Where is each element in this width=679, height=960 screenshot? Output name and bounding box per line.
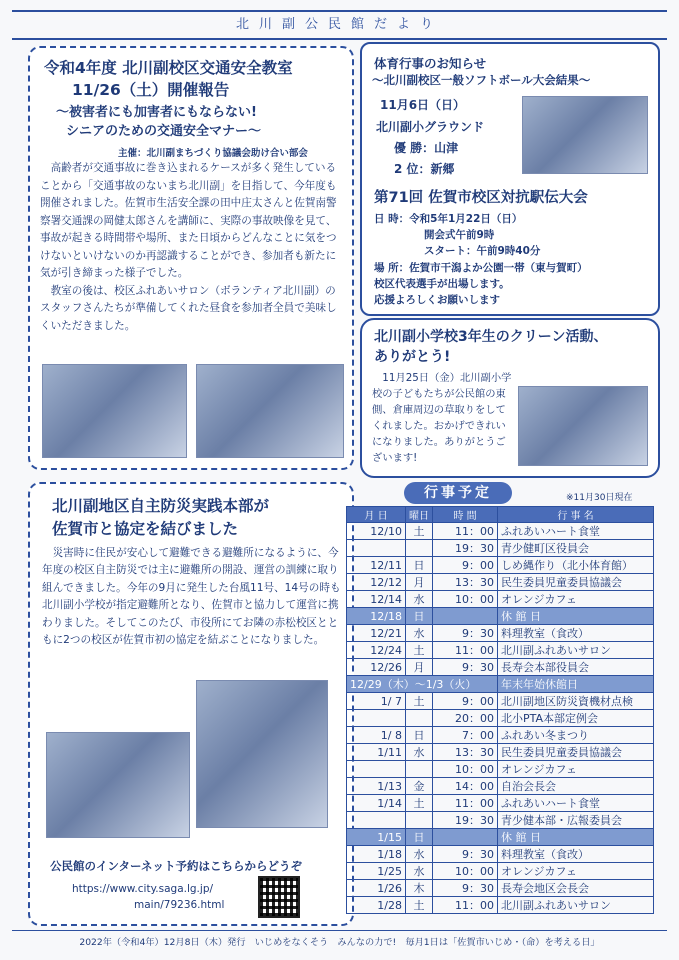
schedule-cell-wd: 水 xyxy=(406,846,433,863)
schedule-cell-date: 1/14 xyxy=(347,795,406,812)
table-row xyxy=(347,744,654,761)
schedule-cell-name: 民生委員児童委員協議会 xyxy=(498,574,654,591)
table-row xyxy=(347,557,654,574)
schedule-cell-date: 1/28 xyxy=(347,897,406,914)
sports-subtitle: ～北川副校区一般ソフトボール大会結果～ xyxy=(372,73,591,87)
table-row xyxy=(347,795,654,812)
reservation-url-line1[interactable]: https://www.city.saga.lg.jp/ xyxy=(72,883,214,895)
table-row xyxy=(347,693,654,710)
table-row xyxy=(347,761,654,778)
schedule-cell-name: 北川副地区防災資機材点検 xyxy=(498,693,654,710)
schedule-cell-date: 12/18 xyxy=(347,608,406,625)
safety-subtitle-line2: シニアのための交通安全マナー～ xyxy=(66,124,262,139)
schedule-as-of: ※11月30日現在 xyxy=(566,493,633,503)
reservation-url-line2[interactable]: main/79236.html xyxy=(134,899,225,911)
agreement-signing-photo xyxy=(196,680,328,828)
schedule-cell-wd xyxy=(406,540,433,557)
table-row xyxy=(347,846,654,863)
schedule-cell-time: 11：00 xyxy=(433,795,498,812)
qr-code-icon[interactable] xyxy=(258,876,300,918)
schedule-cell-wd xyxy=(406,761,433,778)
table-row xyxy=(347,659,654,676)
table-row xyxy=(347,829,654,846)
schedule-cell-date: 1/18 xyxy=(347,846,406,863)
safety-title-line1: 令和4年度 北川副校区交通安全教室 xyxy=(44,59,293,77)
table-row xyxy=(347,540,654,557)
schedule-cell-wd: 水 xyxy=(406,625,433,642)
safety-paragraph-1: 高齢者が交通事故に巻き込まれるケースが多く発生していることから「交通事故のないまち北川副」を目指して、今年度も開催されました。佐賀市生活安全課の田中庄太さんと佐賀南警察署交通課の岡健太郎さんを講師に、実際の事故映像を見て、事故が起きる時間帯や場所、また日頃からどんなことに気をつけないといけないのか再認識することができ、参加者も新たに気が引き締まった様子でした。 xyxy=(40,162,337,279)
schedule-cell-wd: 土 xyxy=(406,523,433,540)
softball-second: 2 位：新郷 xyxy=(394,162,455,176)
schedule-cell-name: 料理教室（食改） xyxy=(498,846,654,863)
schedule-cell-time: 11：00 xyxy=(433,897,498,914)
schedule-cell-wd xyxy=(406,710,433,727)
schedule-cell-date: 1/26 xyxy=(347,880,406,897)
schedule-cell-wd: 土 xyxy=(406,897,433,914)
ekiden-start: スタート：午前9時40分 xyxy=(424,245,541,257)
ekiden-place: 場 所：佐賀市干潟よか公園一帯（東与賀町） xyxy=(374,262,588,274)
schedule-cell-date: 12/14 xyxy=(347,591,406,608)
sports-title: 体育行事のお知らせ xyxy=(374,56,487,71)
table-row xyxy=(347,727,654,744)
schedule-cell-wd: 日 xyxy=(406,727,433,744)
cleanup-title-line2: ありがとう! xyxy=(374,349,451,365)
event-schedule-table xyxy=(346,506,654,914)
schedule-cell-date xyxy=(347,812,406,829)
table-row xyxy=(347,574,654,591)
schedule-cell-time: 13：30 xyxy=(433,574,498,591)
header-weekday: 曜日 xyxy=(406,507,433,523)
schedule-cell-name: 休 館 日 xyxy=(498,829,654,846)
softball-winner: 優 勝：山津 xyxy=(394,141,459,155)
softball-date: 11月6日（日） xyxy=(380,98,466,112)
schedule-cell-date: 1/25 xyxy=(347,863,406,880)
schedule-cell-name: 長寿会本部役員会 xyxy=(498,659,654,676)
schedule-cell-name: オレンジカフェ xyxy=(498,761,654,778)
schedule-cell-date: 12/24 xyxy=(347,642,406,659)
schedule-cell-wd: 水 xyxy=(406,863,433,880)
safety-paragraph-2: 教室の後は、校区ふれあいサロン（ボランティア北川副）のスタッフさんたちが準備してくれた昼食を参加者全員で美味しくいただきました。 xyxy=(40,284,337,332)
cleanup-title-line1: 北川副小学校3年生のクリーン活動、 xyxy=(374,329,608,345)
schedule-cell-time: 9：30 xyxy=(433,659,498,676)
disaster-title-line2: 佐賀市と協定を結びました xyxy=(52,520,239,538)
table-row xyxy=(347,897,654,914)
schedule-cell-wd: 日 xyxy=(406,557,433,574)
schedule-cell-wd: 金 xyxy=(406,778,433,795)
table-row xyxy=(347,523,654,540)
newsletter-header: 北川副公民館だより xyxy=(12,10,667,40)
lecture-photo xyxy=(42,364,187,458)
schedule-cell-time: 19：30 xyxy=(433,540,498,557)
schedule-cell-name: ふれあいハート食堂 xyxy=(498,795,654,812)
table-row xyxy=(347,863,654,880)
table-row xyxy=(347,778,654,795)
cleanup-photo xyxy=(518,386,648,466)
schedule-cell-date: 1/13 xyxy=(347,778,406,795)
safety-title-line2: 11/26（土）開催報告 xyxy=(72,81,230,99)
lunch-photo xyxy=(196,364,344,458)
schedule-cell-wd: 日 xyxy=(406,829,433,846)
schedule-cell-name: オレンジカフェ xyxy=(498,863,654,880)
header-event: 行 事 名 xyxy=(498,507,654,523)
schedule-cell-wd xyxy=(406,812,433,829)
schedule-cell-date: 1/ 7 xyxy=(347,693,406,710)
footer: 2022年（令和4年）12月8日（木）発行 いじめをなくそう みんなの力で! 毎月1日は「佐賀市いじめ・（命）を考える日」 xyxy=(12,930,667,948)
table-row xyxy=(347,880,654,897)
header-time: 時 間 xyxy=(433,507,498,523)
header-date: 月 日 xyxy=(347,507,406,523)
schedule-cell-name: 青少健本部・広報委員会 xyxy=(498,812,654,829)
schedule-cell-time: 13：30 xyxy=(433,744,498,761)
ekiden-opening: 開会式午前9時 xyxy=(424,229,495,241)
schedule-cell-time: 9：30 xyxy=(433,846,498,863)
disaster-text: 災害時に住民が安心して避難できる避難所になるように、今年度の校区自主防災では主に避難所の開設、運営の訓練に取り組んできました。今年の9月に発生した台風11号、14号の時も北川副小学校が指定避難所となり、佐賀市と協力して運営に携わりました。そしてこのたび、市役所にてお隣の赤松校区とともに2つの校区が佐賀市初の協定を結ぶことになりました。 xyxy=(42,547,341,647)
safety-subtitle-line1: ～被害者にも加害者にもならない! xyxy=(56,105,257,120)
schedule-cell-time: 11：00 xyxy=(433,523,498,540)
schedule-cell-time: 10：00 xyxy=(433,591,498,608)
schedule-cell-time: 10：00 xyxy=(433,863,498,880)
schedule-cell-date: 12/11 xyxy=(347,557,406,574)
table-row xyxy=(347,676,654,693)
schedule-cell-date: 12/12 xyxy=(347,574,406,591)
schedule-cell-name: 民生委員児童委員協議会 xyxy=(498,744,654,761)
table-row xyxy=(347,812,654,829)
table-header-row xyxy=(347,507,654,523)
schedule-cell-wd: 土 xyxy=(406,795,433,812)
evacuation-shelter-photo xyxy=(46,732,190,838)
schedule-cell-wd: 月 xyxy=(406,574,433,591)
schedule-cell-date: 12/10 xyxy=(347,523,406,540)
softball-team-photo xyxy=(522,96,648,174)
table-row xyxy=(347,625,654,642)
schedule-cell-date: 1/ 8 xyxy=(347,727,406,744)
schedule-cell-name: 北川副ふれあいサロン xyxy=(498,642,654,659)
schedule-cell-time: 9：00 xyxy=(433,557,498,574)
table-row xyxy=(347,591,654,608)
schedule-cell-wd: 水 xyxy=(406,591,433,608)
disaster-title-line1: 北川副地区自主防災実践本部が xyxy=(52,497,270,515)
table-row xyxy=(347,608,654,625)
schedule-cell-name: 北川副ふれあいサロン xyxy=(498,897,654,914)
schedule-cell-name: 年末年始休館日 xyxy=(498,676,654,693)
schedule-cell-date xyxy=(347,761,406,778)
schedule-cell-name: 自治会長会 xyxy=(498,778,654,795)
schedule-cell-time: 9：30 xyxy=(433,625,498,642)
softball-venue: 北川副小グラウンド xyxy=(376,120,485,134)
schedule-cell-time xyxy=(433,829,498,846)
ekiden-date: 日 時：令和5年1月22日（日） xyxy=(374,213,523,225)
ekiden-cheer: 応援よろしくお願いします xyxy=(374,294,500,306)
internet-reservation-text: 公民館のインターネット予約はこちらからどうぞ xyxy=(50,859,302,873)
schedule-cell-time: 19：30 xyxy=(433,812,498,829)
schedule-cell-date: 12/29（木）～1/3（火） xyxy=(347,676,498,693)
schedule-cell-name: オレンジカフェ xyxy=(498,591,654,608)
schedule-cell-time: 9：00 xyxy=(433,693,498,710)
schedule-cell-name: ふれあい冬まつり xyxy=(498,727,654,744)
schedule-cell-time: 7：00 xyxy=(433,727,498,744)
schedule-cell-time xyxy=(433,608,498,625)
schedule-cell-date: 1/15 xyxy=(347,829,406,846)
schedule-cell-time: 10：00 xyxy=(433,761,498,778)
schedule-cell-time: 20：00 xyxy=(433,710,498,727)
schedule-cell-date xyxy=(347,540,406,557)
schedule-cell-name: 北小PTA本部定例会 xyxy=(498,710,654,727)
schedule-cell-date xyxy=(347,710,406,727)
table-row xyxy=(347,710,654,727)
schedule-cell-wd: 土 xyxy=(406,642,433,659)
schedule-cell-date: 12/26 xyxy=(347,659,406,676)
schedule-cell-time: 9：30 xyxy=(433,880,498,897)
schedule-cell-time: 11：00 xyxy=(433,642,498,659)
schedule-cell-name: 長寿会地区会長会 xyxy=(498,880,654,897)
schedule-cell-date: 1/11 xyxy=(347,744,406,761)
schedule-cell-time: 14：00 xyxy=(433,778,498,795)
schedule-cell-date: 12/21 xyxy=(347,625,406,642)
organizer: 主催：北川副まちづくり協議会助け合い部会 xyxy=(118,148,308,159)
schedule-cell-name: 料理教室（食改） xyxy=(498,625,654,642)
schedule-cell-name: 青少健町区役員会 xyxy=(498,540,654,557)
table-row xyxy=(347,642,654,659)
schedule-title: 行事予定 xyxy=(404,482,512,504)
schedule-cell-wd: 月 xyxy=(406,659,433,676)
ekiden-title: 第71回 佐賀市校区対抗駅伝大会 xyxy=(374,190,588,206)
schedule-cell-wd: 木 xyxy=(406,880,433,897)
schedule-cell-wd: 水 xyxy=(406,744,433,761)
schedule-cell-wd: 土 xyxy=(406,693,433,710)
ekiden-representatives: 校区代表選手が出場します。 xyxy=(374,278,510,290)
schedule-cell-wd: 日 xyxy=(406,608,433,625)
schedule-cell-name: しめ縄作り（北小体育館） xyxy=(498,557,654,574)
cleanup-text: 11月25日（金）北川副小学校の子どもたちが公民館の東側、倉庫周辺の草取りをしてくれました。おかげできれいになりました。ありがとうございます! xyxy=(372,372,512,464)
schedule-cell-name: ふれあいハート食堂 xyxy=(498,523,654,540)
schedule-cell-name: 休 館 日 xyxy=(498,608,654,625)
